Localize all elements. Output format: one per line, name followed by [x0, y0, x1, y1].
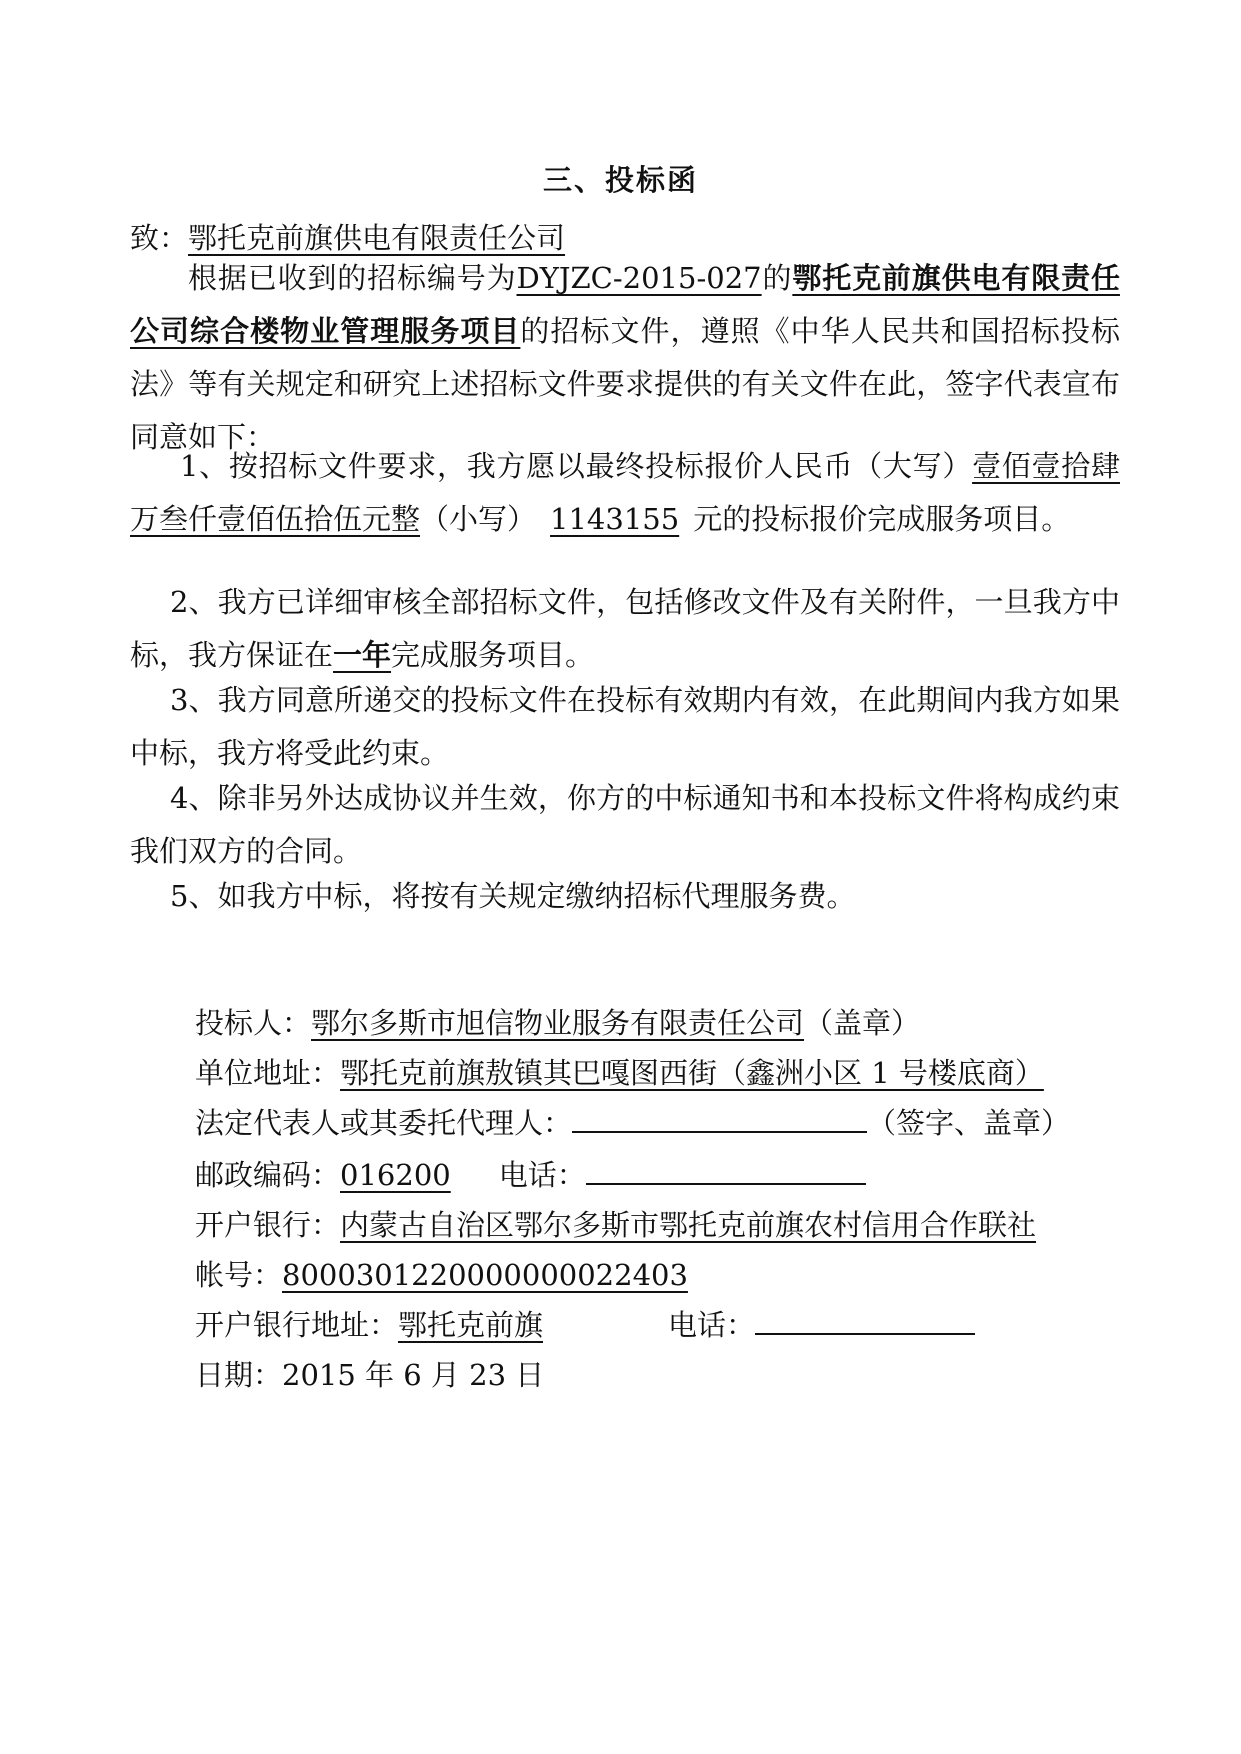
- account-line: [195, 1255, 688, 1295]
- representative-label: 法定代表人或其委托代理人：: [195, 1106, 573, 1140]
- amount-in-words: 壹佰壹拾肆万叁仟壹佰伍拾伍元整: [130, 449, 1120, 536]
- item-4: 4、除非另外达成协议并生效，你方的中标通知书和本投标文件将构成约束我们双方的合同。: [130, 781, 1120, 868]
- date-line: [195, 1355, 544, 1395]
- address-label: 单位地址：: [195, 1056, 341, 1090]
- bank-address-value: 鄂托克前旗: [398, 1308, 544, 1342]
- intro-text-3: 的招标文件，遵照《中华人民共和国招标投标法》等有关规定和研究上述招标文件要求提供的有关文件在此，签字代表宣布同意如下：: [130, 314, 1120, 454]
- account-number: 8000301220000000022403: [282, 1258, 688, 1292]
- postal-label: 邮政编码：: [195, 1158, 341, 1192]
- bidder-stamp-note: （盖章）: [804, 1006, 921, 1040]
- bank-phone-label: 电话：: [668, 1308, 756, 1342]
- representative-signature-blank: [572, 1103, 867, 1133]
- address-value: 鄂托克前旗敖镇其巴嘎图西街（鑫洲小区 1 号楼底商）: [340, 1056, 1044, 1090]
- amount-in-figures: 1143155: [550, 502, 680, 536]
- representative-line: [195, 1103, 1070, 1143]
- item-1-text-3: 元的投标报价完成服务项目。: [693, 502, 1071, 536]
- bank-address-line: [195, 1305, 975, 1345]
- account-label: 帐号：: [195, 1258, 283, 1292]
- recipient-name: 鄂托克前旗供电有限责任公司: [188, 221, 566, 255]
- salutation-prefix: 致：: [130, 221, 189, 255]
- item-3: 3、我方同意所递交的投标文件在投标有效期内有效，在此期间内我方如果中标，我方将受此约束。: [130, 683, 1120, 770]
- bidder-line: [195, 1003, 920, 1043]
- bank-phone-blank: [755, 1305, 975, 1335]
- address-line: [195, 1053, 1044, 1093]
- bank-name: 内蒙古自治区鄂尔多斯市鄂托克前旗农村信用合作联社: [340, 1208, 1037, 1242]
- date-value: 2015 年 6 月 23 日: [282, 1358, 545, 1392]
- item-1-text-1: 1、按招标文件要求，我方愿以最终投标报价人民币（大写）: [180, 449, 973, 483]
- bank-address-label: 开户银行地址：: [195, 1308, 399, 1342]
- representative-note: （签字、盖章）: [867, 1106, 1071, 1140]
- item-5: 5、如我方中标，将按有关规定缴纳招标代理服务费。: [170, 879, 856, 913]
- bank-label: 开户银行：: [195, 1208, 341, 1242]
- item-2: [130, 576, 1120, 682]
- intro-paragraph: [130, 252, 1120, 464]
- intro-text-2: 的: [761, 261, 793, 295]
- bidder-label: 投标人：: [195, 1006, 312, 1040]
- phone-blank: [586, 1155, 866, 1185]
- service-period: 一年: [333, 638, 392, 672]
- postal-code: 016200: [340, 1158, 451, 1192]
- item-1: [130, 440, 1120, 546]
- bank-line: [195, 1205, 1036, 1245]
- date-label: 日期：: [195, 1358, 283, 1392]
- phone-label: 电话：: [498, 1158, 586, 1192]
- item-2-text-1: 2、我方已详细审核全部招标文件，包括修改文件及有关附件，一旦我方中标，我方保证在: [130, 585, 1120, 672]
- item-1-text-2: （小写）: [420, 502, 537, 536]
- item-2-text-2: 完成服务项目。: [391, 638, 595, 672]
- postal-line: [195, 1155, 866, 1195]
- page-title: 三、投标函: [542, 163, 698, 197]
- bidder-name: 鄂尔多斯市旭信物业服务有限责任公司: [311, 1006, 805, 1040]
- intro-text-1: 根据已收到的招标编号为: [188, 261, 517, 295]
- project-name: 鄂托克前旗供电有限责任公司综合楼物业管理服务项目: [130, 261, 1120, 348]
- bid-number: DYJZC-2015-027: [516, 261, 762, 295]
